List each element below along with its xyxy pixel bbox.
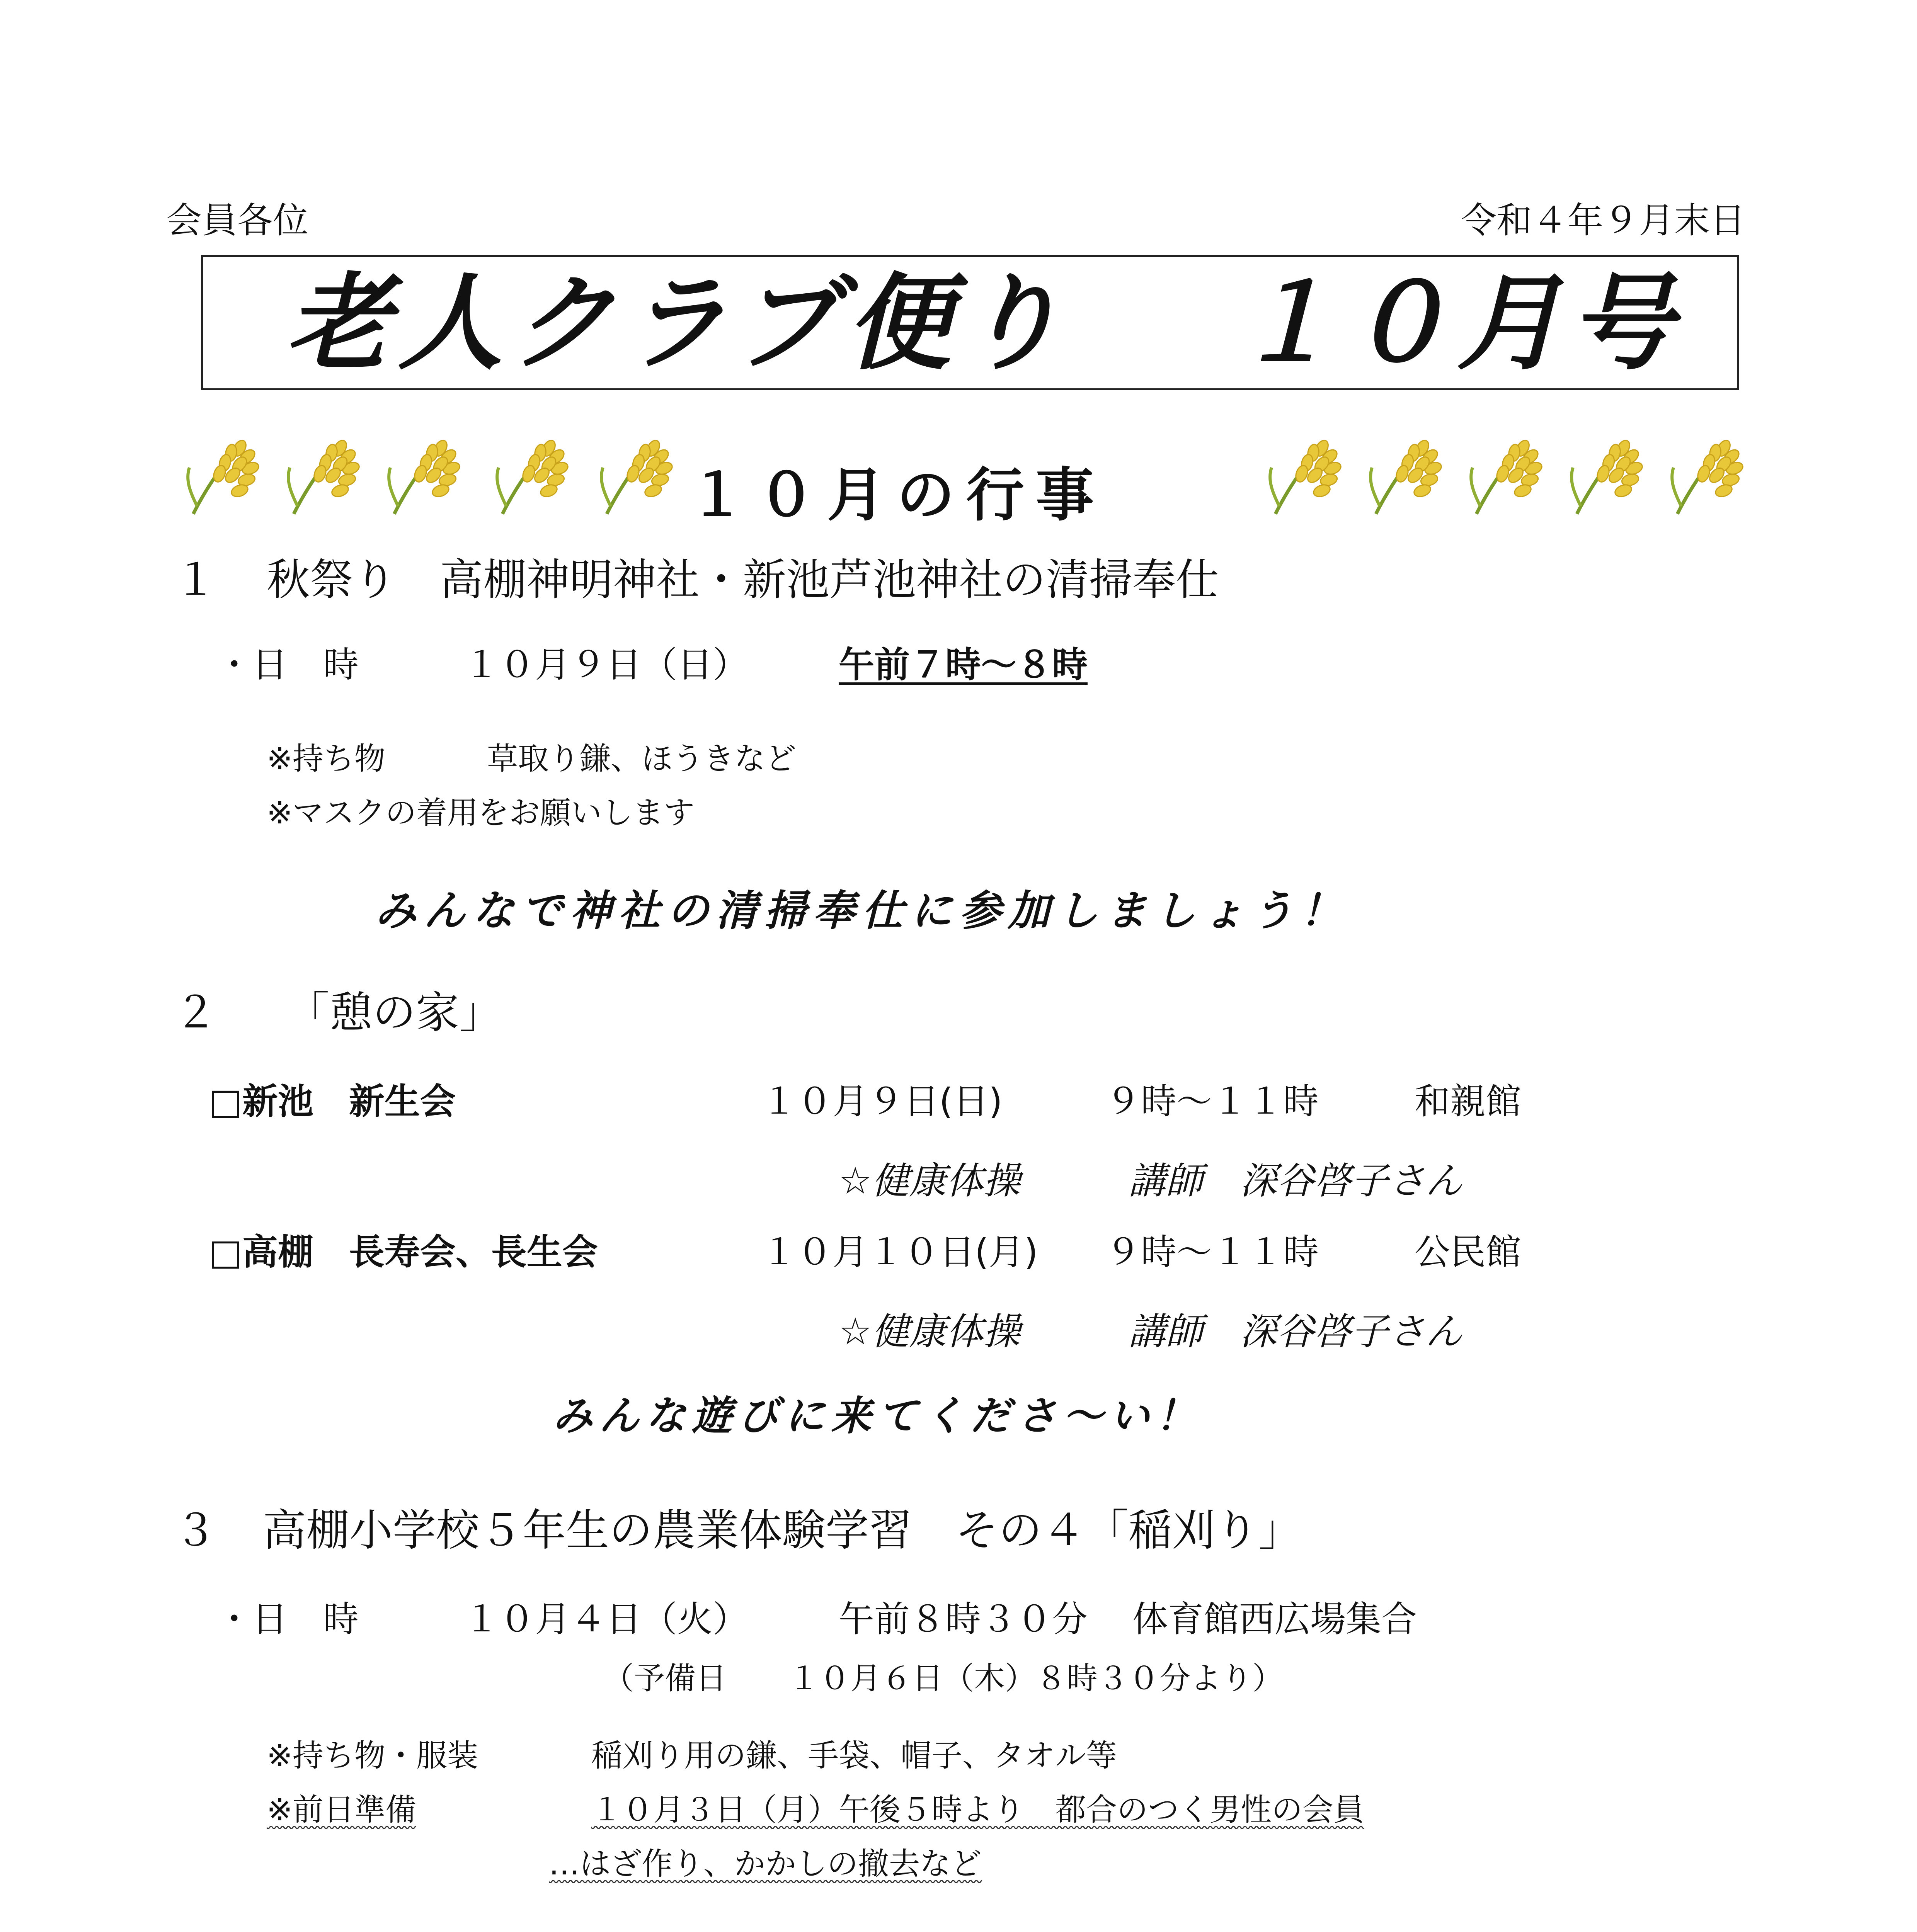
section-1-note1-value: 草取り鎌、ほうきなど <box>487 741 796 777</box>
rice-stalk-icon <box>383 433 464 518</box>
section-3-date: １０月４日（火） <box>464 1599 749 1640</box>
section-1-number: １ <box>174 555 217 605</box>
section-1-time: 午前７時～８時 <box>839 644 1088 685</box>
section-2-entry2-date: １０月１０日(月) <box>761 1231 1038 1273</box>
rice-stalk-icon <box>182 433 263 518</box>
rice-stalk-icon <box>491 433 572 518</box>
rice-stalk-icon <box>1465 433 1546 518</box>
section-3-number: ３ <box>174 1505 217 1556</box>
rice-stalk-icon <box>1666 433 1747 518</box>
section-2-entry1-place: 和親館 <box>1415 1081 1522 1122</box>
section-2-entry2-instructor: 講師 深谷啓子さん <box>1129 1310 1462 1353</box>
section-3-place: 体育館西広場集合 <box>1132 1599 1417 1640</box>
rice-stalk-icon <box>1264 433 1345 518</box>
section-3-note1-value: 稲刈り用の鎌、手袋、帽子、タオル等 <box>591 1738 1117 1774</box>
section-3-reserve: （予備日 １０月６日（木）８時３０分より） <box>603 1660 1283 1696</box>
section-3-note2-label: ※前日準備 <box>267 1792 417 1828</box>
section-2-entry2-time: ９時～１１時 <box>1105 1231 1319 1273</box>
section-3-time: 午前８時３０分 <box>839 1599 1088 1640</box>
section-2-entry1-activity: ☆健康体操 <box>839 1159 1021 1202</box>
rice-stalk-icon <box>1364 433 1445 518</box>
section-3-note2-value: １０月３日（月）午後５時より 都合のつく男性の会員 <box>591 1792 1364 1828</box>
section-2-entry2-place: 公民館 <box>1415 1231 1522 1273</box>
section-3-title: 高棚小学校５年生の農業体験学習 その４「稲刈り」 <box>263 1505 1302 1556</box>
section-2-entry1-instructor: 講師 深谷啓子さん <box>1129 1159 1462 1202</box>
section-2-message: みんな遊びに来てくださ～い！ <box>553 1392 1202 1439</box>
rice-stalk-icon <box>595 433 676 518</box>
section-2-title: 「憩の家」 <box>286 988 502 1038</box>
section-1-datetime-label: ・日 時 <box>216 644 359 685</box>
section-1-note1-label: ※持ち物 <box>267 741 386 777</box>
events-heading: １０月の行事 <box>688 462 1106 529</box>
section-3-note3: …はざ作り、かかしの撤去など <box>549 1846 982 1882</box>
section-3-datetime-label: ・日 時 <box>216 1599 359 1640</box>
section-2-entry1-group: □新池 新生会 <box>209 1081 456 1122</box>
section-1-message: みんなで神社の清掃奉仕に参加しましょう！ <box>375 887 1349 935</box>
section-2-entry2-group: □高棚 長寿会、長生会 <box>209 1231 598 1273</box>
section-1-title: 秋祭り 高棚神明神社・新池芦池神社の清掃奉仕 <box>267 555 1219 605</box>
newsletter-title <box>286 261 1681 384</box>
section-2-entry1-time: ９時～１１時 <box>1105 1081 1319 1122</box>
section-1-note2: ※マスクの着用をお願いします <box>267 795 695 831</box>
section-1-date: １０月９日（日） <box>464 644 749 685</box>
section-2-number: ２ <box>174 988 217 1038</box>
newsletter-title-issue: １０月号 <box>1233 261 1681 384</box>
section-2-entry2-activity: ☆健康体操 <box>839 1310 1021 1353</box>
newsletter-title-main: 老人クラブ便り <box>286 261 1071 384</box>
recipients: 会員各位 <box>166 200 309 241</box>
section-2-entry1-date: １０月９日(日) <box>761 1081 1003 1122</box>
section-3-note1-label: ※持ち物・服装 <box>267 1738 478 1774</box>
rice-stalk-icon <box>282 433 363 518</box>
rice-stalk-icon <box>1565 433 1646 518</box>
issue-date: 令和４年９月末日 <box>1461 200 1746 241</box>
